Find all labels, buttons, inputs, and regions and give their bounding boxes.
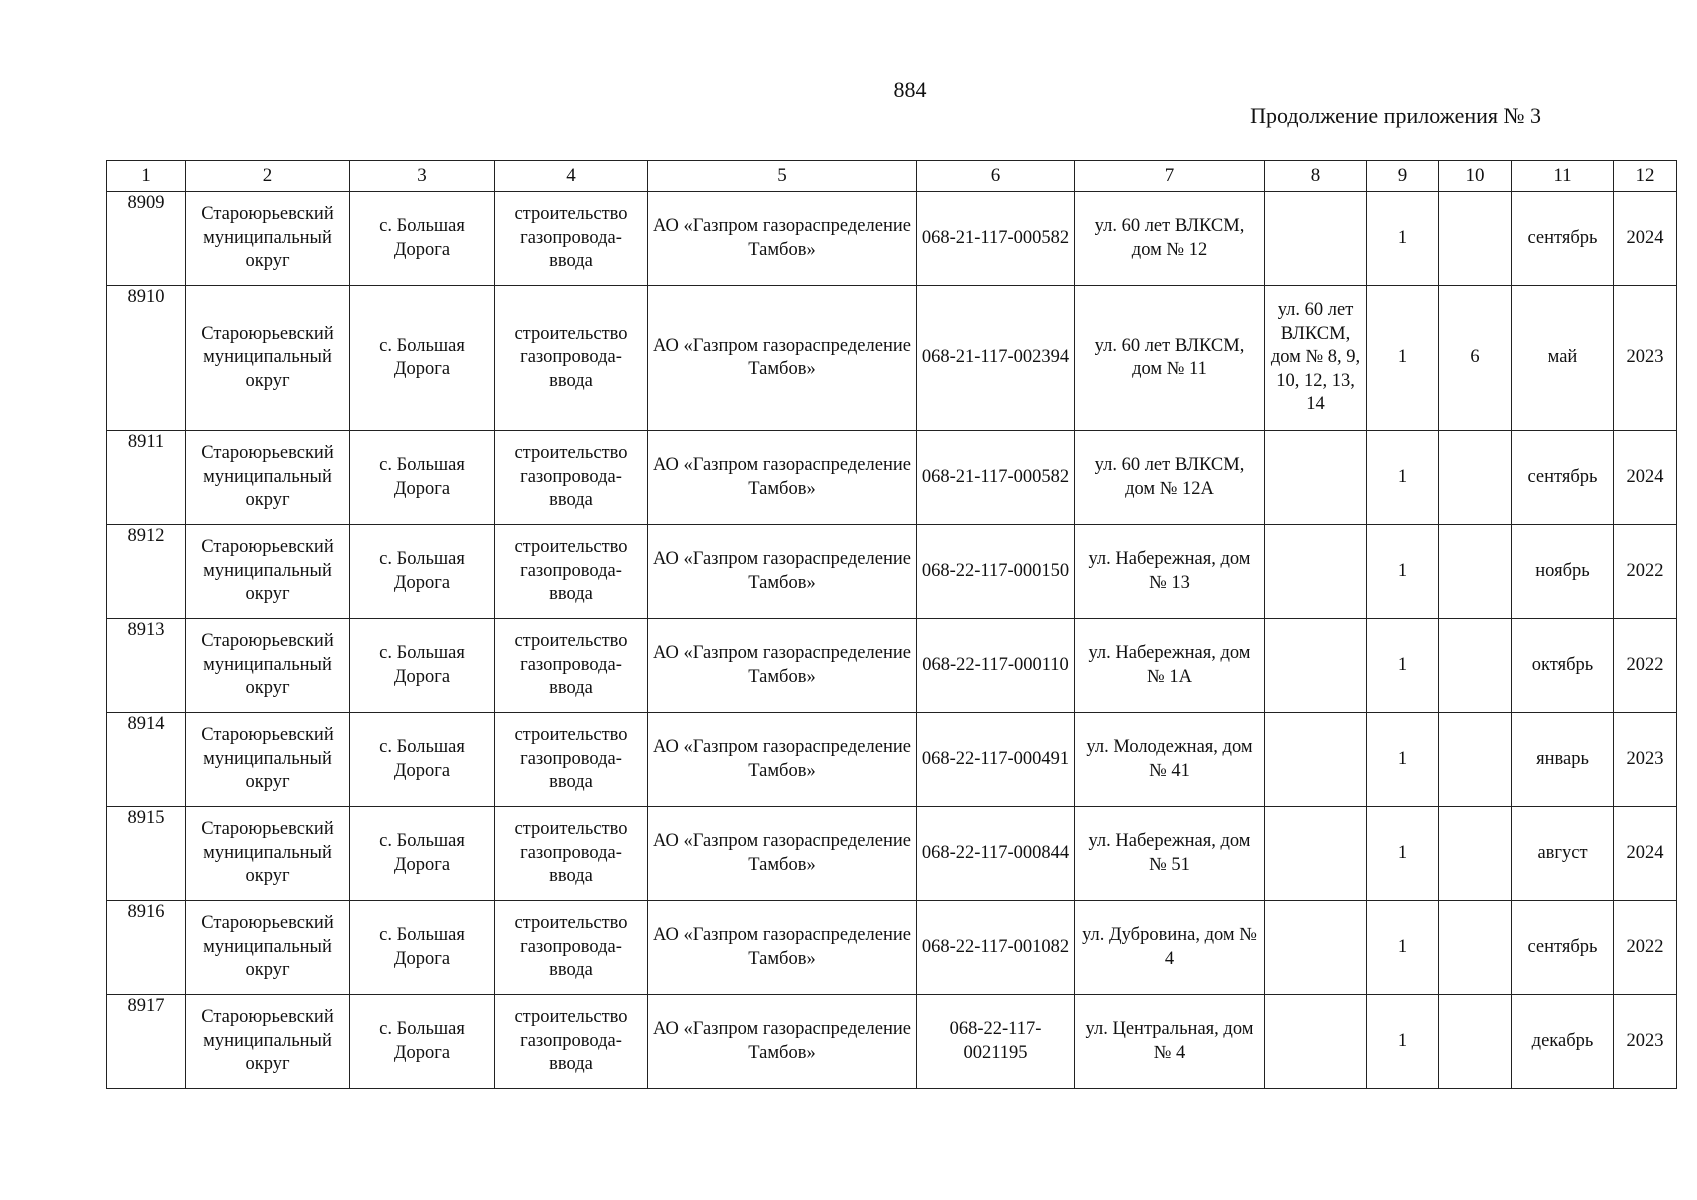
municipality-cell: Староюрьевский муниципальный округ — [186, 431, 350, 525]
municipality-cell: Староюрьевский муниципальный округ — [186, 286, 350, 431]
settlement-cell: с. Большая Дорога — [350, 901, 495, 995]
address-cell: ул. Дубровина, дом № 4 — [1075, 901, 1265, 995]
year-cell: 2024 — [1614, 807, 1677, 901]
municipality-cell: Староюрьевский муниципальный округ — [186, 192, 350, 286]
count-cell: 1 — [1367, 192, 1439, 286]
count-cell: 1 — [1367, 619, 1439, 713]
row-number: 8913 — [107, 619, 186, 713]
extra-count-cell — [1439, 807, 1512, 901]
settlement-cell: с. Большая Дорога — [350, 192, 495, 286]
row-number: 8912 — [107, 525, 186, 619]
extra-address-cell — [1265, 807, 1367, 901]
organization-cell: АО «Газпром газораспределение Тамбов» — [648, 431, 917, 525]
column-header: 2 — [186, 161, 350, 192]
organization-cell: АО «Газпром газораспределение Тамбов» — [648, 995, 917, 1089]
address-cell: ул. Набережная, дом № 51 — [1075, 807, 1265, 901]
row-number: 8916 — [107, 901, 186, 995]
code-cell: 068-22-117-000491 — [917, 713, 1075, 807]
settlement-cell: с. Большая Дорога — [350, 713, 495, 807]
settlement-cell: с. Большая Дорога — [350, 619, 495, 713]
code-cell: 068-22-117-001082 — [917, 901, 1075, 995]
extra-address-cell — [1265, 525, 1367, 619]
table-row — [107, 286, 1677, 431]
column-header: 8 — [1265, 161, 1367, 192]
column-header: 9 — [1367, 161, 1439, 192]
column-header: 12 — [1614, 161, 1677, 192]
extra-count-cell — [1439, 995, 1512, 1089]
table-row — [107, 192, 1677, 286]
table-row — [107, 807, 1677, 901]
month-cell: май — [1512, 286, 1614, 431]
table-row — [107, 995, 1677, 1089]
year-cell: 2023 — [1614, 286, 1677, 431]
table-row — [107, 619, 1677, 713]
address-cell: ул. 60 лет ВЛКСМ, дом № 11 — [1075, 286, 1265, 431]
extra-address-cell — [1265, 713, 1367, 807]
extra-count-cell — [1439, 431, 1512, 525]
column-header: 7 — [1075, 161, 1265, 192]
year-cell: 2023 — [1614, 713, 1677, 807]
count-cell: 1 — [1367, 431, 1439, 525]
address-cell: ул. 60 лет ВЛКСМ, дом № 12А — [1075, 431, 1265, 525]
year-cell: 2022 — [1614, 619, 1677, 713]
extra-count-cell — [1439, 713, 1512, 807]
month-cell: сентябрь — [1512, 901, 1614, 995]
extra-address-cell: ул. 60 лет ВЛКСМ, дом № 8, 9, 10, 12, 13, 14 — [1265, 286, 1367, 431]
organization-cell: АО «Газпром газораспределение Тамбов» — [648, 525, 917, 619]
row-number: 8909 — [107, 192, 186, 286]
work-type-cell: строительство газопровода-ввода — [495, 901, 648, 995]
municipality-cell: Староюрьевский муниципальный округ — [186, 901, 350, 995]
header-row — [107, 161, 1677, 192]
municipality-cell: Староюрьевский муниципальный округ — [186, 525, 350, 619]
municipality-cell: Староюрьевский муниципальный округ — [186, 995, 350, 1089]
code-cell: 068-21-117-002394 — [917, 286, 1075, 431]
address-cell: ул. Набережная, дом № 13 — [1075, 525, 1265, 619]
settlement-cell: с. Большая Дорога — [350, 286, 495, 431]
address-cell: ул. Центральная, дом № 4 — [1075, 995, 1265, 1089]
column-header: 1 — [107, 161, 186, 192]
work-type-cell: строительство газопровода-ввода — [495, 713, 648, 807]
column-header: 3 — [350, 161, 495, 192]
year-cell: 2023 — [1614, 995, 1677, 1089]
column-header: 5 — [648, 161, 917, 192]
organization-cell: АО «Газпром газораспределение Тамбов» — [648, 807, 917, 901]
organization-cell: АО «Газпром газораспределение Тамбов» — [648, 713, 917, 807]
column-header: 10 — [1439, 161, 1512, 192]
month-cell: ноябрь — [1512, 525, 1614, 619]
year-cell: 2022 — [1614, 525, 1677, 619]
count-cell: 1 — [1367, 807, 1439, 901]
municipality-cell: Староюрьевский муниципальный округ — [186, 619, 350, 713]
work-type-cell: строительство газопровода-ввода — [495, 619, 648, 713]
month-cell: декабрь — [1512, 995, 1614, 1089]
municipality-cell: Староюрьевский муниципальный округ — [186, 713, 350, 807]
organization-cell: АО «Газпром газораспределение Тамбов» — [648, 192, 917, 286]
table-row — [107, 901, 1677, 995]
work-type-cell: строительство газопровода-ввода — [495, 431, 648, 525]
column-header: 6 — [917, 161, 1075, 192]
extra-address-cell — [1265, 995, 1367, 1089]
year-cell: 2022 — [1614, 901, 1677, 995]
organization-cell: АО «Газпром газораспределение Тамбов» — [648, 619, 917, 713]
work-type-cell: строительство газопровода-ввода — [495, 192, 648, 286]
extra-count-cell — [1439, 619, 1512, 713]
code-cell: 068-21-117-000582 — [917, 192, 1075, 286]
code-cell: 068-22-117-000110 — [917, 619, 1075, 713]
row-number: 8910 — [107, 286, 186, 431]
settlement-cell: с. Большая Дорога — [350, 995, 495, 1089]
registry-table — [106, 160, 1677, 1089]
address-cell: ул. 60 лет ВЛКСМ, дом № 12 — [1075, 192, 1265, 286]
year-cell: 2024 — [1614, 192, 1677, 286]
organization-cell: АО «Газпром газораспределение Тамбов» — [648, 901, 917, 995]
month-cell: сентябрь — [1512, 192, 1614, 286]
work-type-cell: строительство газопровода-ввода — [495, 525, 648, 619]
organization-cell: АО «Газпром газораспределение Тамбов» — [648, 286, 917, 431]
extra-address-cell — [1265, 619, 1367, 713]
column-header: 4 — [495, 161, 648, 192]
settlement-cell: с. Большая Дорога — [350, 525, 495, 619]
table-row — [107, 713, 1677, 807]
table-row — [107, 525, 1677, 619]
page-number: 884 — [893, 77, 927, 102]
table-row — [107, 431, 1677, 525]
work-type-cell: строительство газопровода-ввода — [495, 995, 648, 1089]
extra-address-cell — [1265, 901, 1367, 995]
code-cell: 068-22-117-000844 — [917, 807, 1075, 901]
extra-address-cell — [1265, 192, 1367, 286]
extra-address-cell — [1265, 431, 1367, 525]
settlement-cell: с. Большая Дорога — [350, 431, 495, 525]
row-number: 8911 — [107, 431, 186, 525]
count-cell: 1 — [1367, 286, 1439, 431]
count-cell: 1 — [1367, 901, 1439, 995]
month-cell: январь — [1512, 713, 1614, 807]
code-cell: 068-22-117-000150 — [917, 525, 1075, 619]
count-cell: 1 — [1367, 713, 1439, 807]
column-header: 11 — [1512, 161, 1614, 192]
year-cell: 2024 — [1614, 431, 1677, 525]
row-number: 8915 — [107, 807, 186, 901]
month-cell: октябрь — [1512, 619, 1614, 713]
count-cell: 1 — [1367, 525, 1439, 619]
row-number: 8914 — [107, 713, 186, 807]
address-cell: ул. Молодежная, дом № 41 — [1075, 713, 1265, 807]
municipality-cell: Староюрьевский муниципальный округ — [186, 807, 350, 901]
extra-count-cell: 6 — [1439, 286, 1512, 431]
settlement-cell: с. Большая Дорога — [350, 807, 495, 901]
extra-count-cell — [1439, 525, 1512, 619]
row-number: 8917 — [107, 995, 186, 1089]
address-cell: ул. Набережная, дом № 1А — [1075, 619, 1265, 713]
code-cell: 068-21-117-000582 — [917, 431, 1075, 525]
month-cell: сентябрь — [1512, 431, 1614, 525]
work-type-cell: строительство газопровода-ввода — [495, 286, 648, 431]
month-cell: август — [1512, 807, 1614, 901]
work-type-cell: строительство газопровода-ввода — [495, 807, 648, 901]
code-cell: 068-22-117-0021195 — [917, 995, 1075, 1089]
appendix-label: Продолжение приложения № 3 — [1250, 103, 1541, 128]
count-cell: 1 — [1367, 995, 1439, 1089]
extra-count-cell — [1439, 192, 1512, 286]
extra-count-cell — [1439, 901, 1512, 995]
